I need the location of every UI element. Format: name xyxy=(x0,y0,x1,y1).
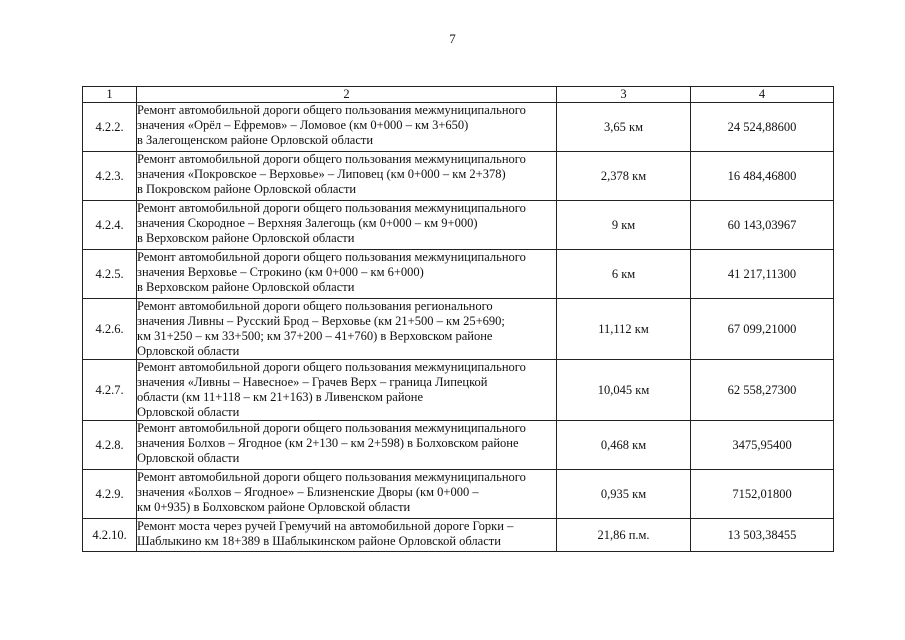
header-col-2: 2 xyxy=(137,87,557,103)
works-table xyxy=(82,86,834,552)
description-line: значения «Болхов – Ягодное» – Близненские Дворы (км 0+000 – xyxy=(137,485,479,499)
description-line: Ремонт моста через ручей Гремучий на автомобильной дороге Горки – xyxy=(137,519,514,533)
item-length: 11,112 км xyxy=(557,299,691,360)
description-line: в Покровском районе Орловской области xyxy=(137,182,357,196)
description-line: в Верховском районе Орловской области xyxy=(137,280,355,294)
item-description xyxy=(137,201,557,250)
item-length: 0,468 км xyxy=(557,421,691,470)
page-number: 7 xyxy=(449,31,456,46)
item-description xyxy=(137,519,557,552)
item-description xyxy=(137,421,557,470)
header-col-4: 4 xyxy=(691,87,834,103)
description-line: км 31+250 – км 33+500; км 37+200 – 41+760) в Верховском районе xyxy=(137,329,493,343)
item-number: 4.2.8. xyxy=(83,421,137,470)
item-number: 4.2.4. xyxy=(83,201,137,250)
description-line: Ремонт автомобильной дороги общего пользования межмуниципального xyxy=(137,103,526,117)
table-header-row xyxy=(83,87,834,103)
item-number: 4.2.7. xyxy=(83,360,137,421)
item-amount: 62 558,27300 xyxy=(691,360,834,421)
item-amount: 41 217,11300 xyxy=(691,250,834,299)
description-line: Ремонт автомобильной дороги общего пользования межмуниципального xyxy=(137,470,526,484)
table-row xyxy=(83,470,834,519)
item-length: 21,86 п.м. xyxy=(557,519,691,552)
item-amount: 3475,95400 xyxy=(691,421,834,470)
description-line: значения «Орёл – Ефремов» – Ломовое (км 0+000 – км 3+650) xyxy=(137,118,469,132)
description-line: в Залегощенском районе Орловской области xyxy=(137,133,374,147)
item-length: 0,935 км xyxy=(557,470,691,519)
description-line: области (км 11+118 – км 21+163) в Ливенском районе xyxy=(137,390,424,404)
description-line: Ремонт автомобильной дороги общего пользования межмуниципального xyxy=(137,360,526,374)
table-row xyxy=(83,421,834,470)
table-row xyxy=(83,519,834,552)
table-row xyxy=(83,360,834,421)
table-row xyxy=(83,201,834,250)
description-line: Шаблыкино км 18+389 в Шаблыкинском районе Орловской области xyxy=(137,534,501,548)
description-line: Орловской области xyxy=(137,451,240,465)
description-line: Ремонт автомобильной дороги общего пользования межмуниципального xyxy=(137,152,526,166)
item-number: 4.2.6. xyxy=(83,299,137,360)
item-description xyxy=(137,103,557,152)
item-description xyxy=(137,299,557,360)
header-col-1: 1 xyxy=(83,87,137,103)
item-amount: 7152,01800 xyxy=(691,470,834,519)
description-line: значения Верховье – Строкино (км 0+000 – км 6+000) xyxy=(137,265,424,279)
description-line: Ремонт автомобильной дороги общего пользования межмуниципального xyxy=(137,201,526,215)
header-col-3: 3 xyxy=(557,87,691,103)
description-line: значения «Ливны – Навесное» – Грачев Верх – граница Липецкой xyxy=(137,375,488,389)
description-line: Орловской области xyxy=(137,405,240,419)
table-row xyxy=(83,152,834,201)
description-line: значения Скородное – Верхняя Залегощь (км 0+000 – км 9+000) xyxy=(137,216,478,230)
item-amount: 16 484,46800 xyxy=(691,152,834,201)
item-length: 10,045 км xyxy=(557,360,691,421)
item-description xyxy=(137,152,557,201)
table-row xyxy=(83,250,834,299)
item-amount: 13 503,38455 xyxy=(691,519,834,552)
item-number: 4.2.10. xyxy=(83,519,137,552)
table-row xyxy=(83,103,834,152)
item-amount: 67 099,21000 xyxy=(691,299,834,360)
description-line: значения «Покровское – Верховье» – Липовец (км 0+000 – км 2+378) xyxy=(137,167,506,181)
item-length: 3,65 км xyxy=(557,103,691,152)
item-amount: 60 143,03967 xyxy=(691,201,834,250)
description-line: значения Ливны – Русский Брод – Верховье (км 21+500 – км 25+690; xyxy=(137,314,505,328)
item-number: 4.2.9. xyxy=(83,470,137,519)
description-line: Орловской области xyxy=(137,344,240,358)
description-line: Ремонт автомобильной дороги общего пользования межмуниципального xyxy=(137,250,526,264)
item-length: 2,378 км xyxy=(557,152,691,201)
item-description xyxy=(137,470,557,519)
description-line: в Верховском районе Орловской области xyxy=(137,231,355,245)
description-line: значения Болхов – Ягодное (км 2+130 – км 2+598) в Болховском районе xyxy=(137,436,519,450)
description-line: км 0+935) в Болховском районе Орловской области xyxy=(137,500,411,514)
item-amount: 24 524,88600 xyxy=(691,103,834,152)
item-length: 6 км xyxy=(557,250,691,299)
description-line: Ремонт автомобильной дороги общего пользования межмуниципального xyxy=(137,421,526,435)
item-number: 4.2.5. xyxy=(83,250,137,299)
description-line: Ремонт автомобильной дороги общего пользования регионального xyxy=(137,299,493,313)
item-number: 4.2.2. xyxy=(83,103,137,152)
item-description xyxy=(137,250,557,299)
item-description xyxy=(137,360,557,421)
table-row xyxy=(83,299,834,360)
item-number: 4.2.3. xyxy=(83,152,137,201)
item-length: 9 км xyxy=(557,201,691,250)
